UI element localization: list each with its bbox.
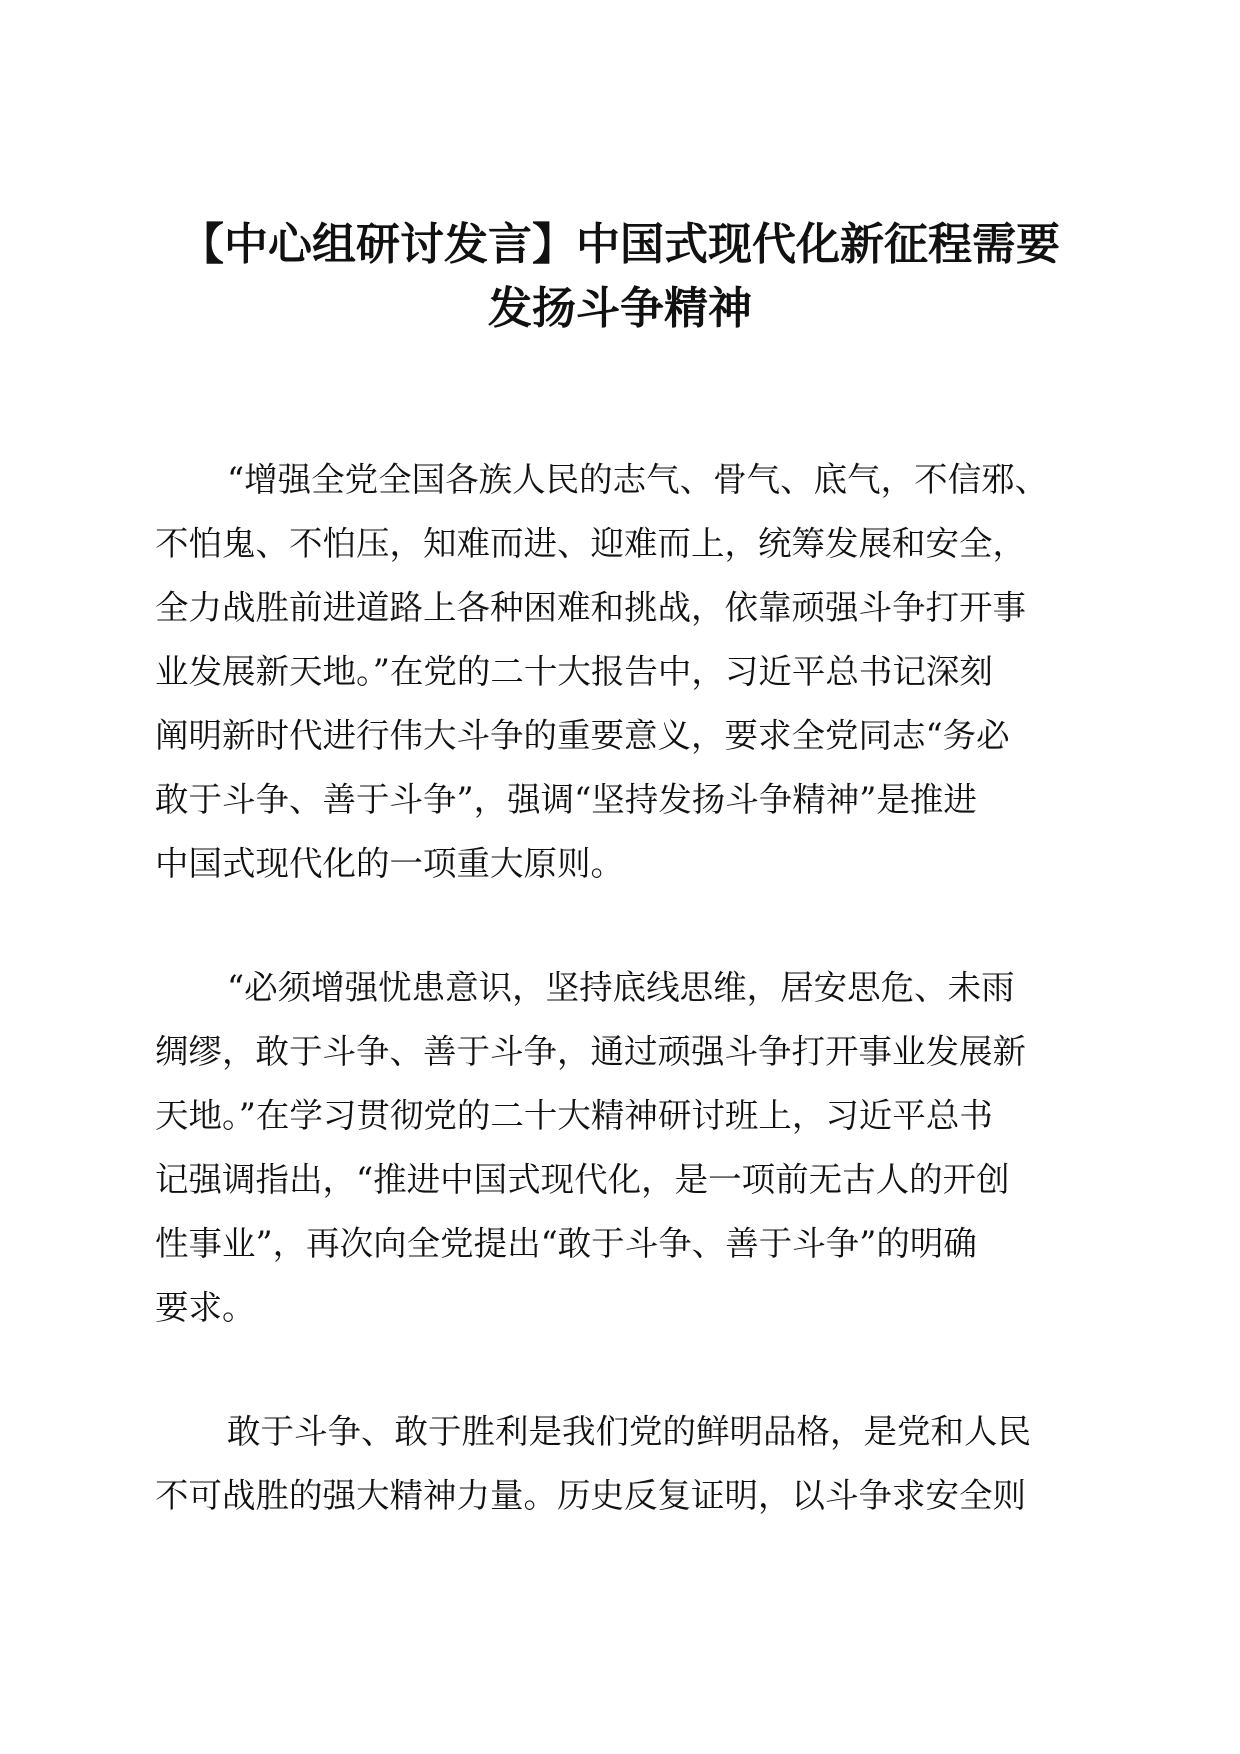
paragraph-line: 绸缪，敢于斗争、善于斗争，通过顽强斗争打开事业发展新 xyxy=(155,1032,1026,1071)
paragraph-line: 天地。”在学习贯彻党的二十大精神研讨班上，习近平总书 xyxy=(155,1096,993,1135)
paragraph-line: 记强调指出，“推进中国式现代化，是一项前无古人的开创 xyxy=(155,1160,1010,1199)
paragraph-3 xyxy=(155,1400,1085,1528)
paragraph-line: 不怕鬼、不怕压，知难而进、迎难而上，统筹发展和安全， xyxy=(155,524,1026,563)
paragraph-line: 敢于斗争、善于斗争”，强调“坚持发扬斗争精神”是推进 xyxy=(155,780,977,819)
paragraph-line: 中国式现代化的一项重大原则。 xyxy=(155,844,624,883)
document-title xyxy=(150,213,1090,341)
paragraph-line: “必须增强忧患意识，坚持底线思维，居安思危、未雨 xyxy=(227,968,1015,1007)
paragraph-1 xyxy=(155,448,1085,896)
paragraph-2 xyxy=(155,956,1085,1340)
title-line: 【中心组研讨发言】中国式现代化新征程需要 xyxy=(180,219,1060,270)
paragraph-line: 阐明新时代进行伟大斗争的重要意义，要求全党同志“务必 xyxy=(155,716,1010,755)
paragraph-line: 要求。 xyxy=(155,1288,256,1327)
title-line: 发扬斗争精神 xyxy=(488,283,752,334)
paragraph-line: 敢于斗争、敢于胜利是我们党的鲜明品格，是党和人民 xyxy=(227,1412,1031,1451)
paragraph-line: “增强全党全国各族人民的志气、骨气、底气，不信邪、 xyxy=(227,460,1049,499)
paragraph-line: 全力战胜前进道路上各种困难和挑战，依靠顽强斗争打开事 xyxy=(155,588,1026,627)
paragraph-line: 性事业”，再次向全党提出“敢于斗争、善于斗争”的明确 xyxy=(155,1224,977,1263)
paragraph-line: 业发展新天地。”在党的二十大报告中，习近平总书记深刻 xyxy=(155,652,993,691)
paragraph-line: 不可战胜的强大精神力量。历史反复证明，以斗争求安全则 xyxy=(155,1476,1026,1515)
